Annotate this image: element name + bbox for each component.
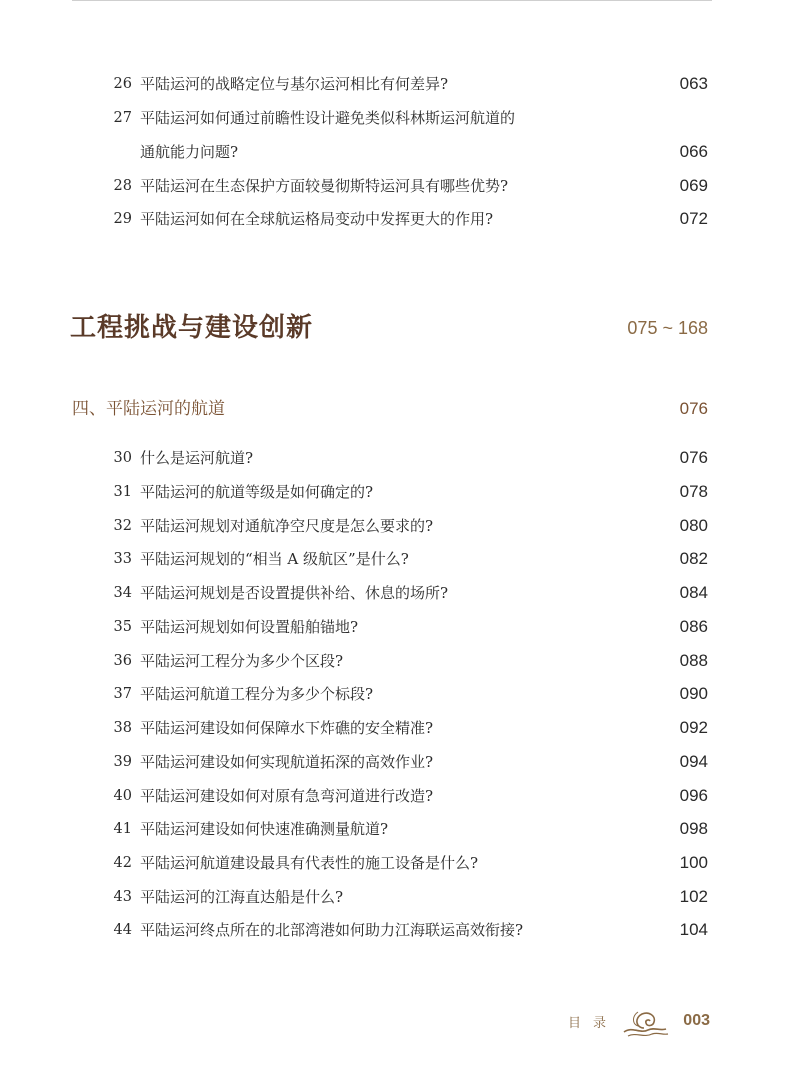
entry-page: 080: [679, 516, 708, 535]
entry-number: 37: [113, 686, 132, 702]
entry-page: 078: [679, 482, 708, 501]
entry-page: 090: [679, 684, 708, 703]
toc-entry[interactable]: [0, 204, 790, 234]
entry-number: 29: [113, 211, 132, 227]
entry-title: 平陆运河的航道等级是如何确定的?: [140, 483, 374, 501]
entry-number: 31: [113, 484, 132, 500]
toc-entry[interactable]: [0, 713, 790, 743]
toc-entry[interactable]: [0, 103, 790, 133]
entry-page: 094: [679, 752, 708, 771]
entry-number: 43: [113, 889, 132, 905]
entry-number: 42: [113, 855, 132, 871]
entry-title: 什么是运河航道?: [140, 449, 254, 467]
entry-title: 平陆运河建设如何保障水下炸礁的安全精准?: [140, 719, 434, 737]
entry-page: 102: [679, 887, 708, 906]
toc-entry[interactable]: [0, 69, 790, 99]
entry-number: 35: [113, 619, 132, 635]
entry-number: 34: [113, 585, 132, 601]
entry-page: 098: [679, 819, 708, 838]
entry-number: 32: [113, 518, 132, 534]
entry-title: 平陆运河如何通过前瞻性设计避免类似科林斯运河航道的: [140, 109, 516, 127]
entry-page: 069: [679, 176, 708, 195]
toc-entry[interactable]: [0, 612, 790, 642]
entry-title: 平陆运河的江海直达船是什么?: [140, 888, 344, 906]
entry-title: 平陆运河规划对通航净空尺度是怎么要求的?: [140, 517, 434, 535]
toc-entry[interactable]: [0, 477, 790, 507]
toc-entry[interactable]: [0, 646, 790, 676]
entry-page: 066: [679, 142, 708, 161]
top-divider: [72, 0, 712, 1]
entry-page: 076: [679, 448, 708, 467]
toc-entry[interactable]: [0, 679, 790, 709]
entry-number: 41: [113, 821, 132, 837]
footer-label: 目录: [567, 1016, 618, 1031]
toc-entry[interactable]: [0, 544, 790, 574]
entry-page: 088: [679, 651, 708, 670]
entry-page: 082: [679, 549, 708, 568]
entry-title: 平陆运河建设如何对原有急弯河道进行改造?: [140, 787, 434, 805]
entry-title: 平陆运河如何在全球航运格局变动中发挥更大的作用?: [140, 210, 494, 228]
entry-title: 平陆运河工程分为多少个区段?: [140, 652, 344, 670]
entry-number: 39: [113, 754, 132, 770]
toc-entry[interactable]: [0, 915, 790, 945]
toc-entry[interactable]: [0, 171, 790, 201]
chapter-page: 076: [679, 399, 708, 418]
entry-page: 100: [679, 853, 708, 872]
entry-page: 092: [679, 718, 708, 737]
chapter-heading[interactable]: [0, 393, 790, 425]
wave-swirl-icon: [618, 1004, 670, 1040]
entry-page: 096: [679, 786, 708, 805]
entry-page: 084: [679, 583, 708, 602]
chapter-title: 四、平陆运河的航道: [72, 399, 225, 419]
entry-page: 072: [679, 209, 708, 228]
entry-title: 平陆运河建设如何快速准确测量航道?: [140, 820, 389, 838]
entry-title: 平陆运河终点所在的北部湾港如何助力江海联运高效衔接?: [140, 921, 524, 939]
page-footer: [450, 1004, 710, 1040]
entry-number: 33: [113, 551, 132, 567]
toc-entry[interactable]: [0, 747, 790, 777]
entry-page: 086: [679, 617, 708, 636]
toc-entry[interactable]: [0, 848, 790, 878]
entry-page: 063: [679, 74, 708, 93]
toc-entry[interactable]: [0, 882, 790, 912]
entry-title: 平陆运河建设如何实现航道拓深的高效作业?: [140, 753, 434, 771]
entry-title: 平陆运河的战略定位与基尔运河相比有何差异?: [140, 75, 449, 93]
entry-title: 通航能力问题?: [140, 143, 239, 161]
entry-number: 38: [113, 720, 132, 736]
toc-entry[interactable]: [0, 814, 790, 844]
toc-entry[interactable]: [0, 578, 790, 608]
entry-title: 平陆运河规划如何设置船舶锚地?: [140, 618, 359, 636]
toc-entry[interactable]: [0, 511, 790, 541]
entry-title: 平陆运河规划是否设置提供补给、休息的场所?: [140, 584, 449, 602]
entry-number: 26: [113, 76, 132, 92]
entry-title: 平陆运河在生态保护方面较曼彻斯特运河具有哪些优势?: [140, 177, 509, 195]
entry-number: 27: [113, 110, 132, 126]
entry-number: 44: [113, 922, 132, 938]
entry-number: 28: [113, 178, 132, 194]
section-page-range: 075 ~ 168: [627, 318, 708, 338]
entry-title: 平陆运河航道建设最具有代表性的施工设备是什么?: [140, 854, 479, 872]
section-title: 工程挑战与建设创新: [70, 313, 314, 343]
entry-title: 平陆运河规划的“相当 A 级航区”是什么?: [140, 550, 409, 568]
entry-number: 36: [113, 653, 132, 669]
toc-entry-continued[interactable]: [0, 137, 790, 167]
entry-page: 104: [679, 920, 708, 939]
entry-number: 40: [113, 788, 132, 804]
entry-title: 平陆运河航道工程分为多少个标段?: [140, 685, 374, 703]
page-number: 003: [683, 1012, 710, 1029]
toc-entry[interactable]: [0, 781, 790, 811]
toc-entry[interactable]: [0, 443, 790, 473]
section-heading[interactable]: [0, 306, 790, 350]
entry-number: 30: [113, 450, 132, 466]
